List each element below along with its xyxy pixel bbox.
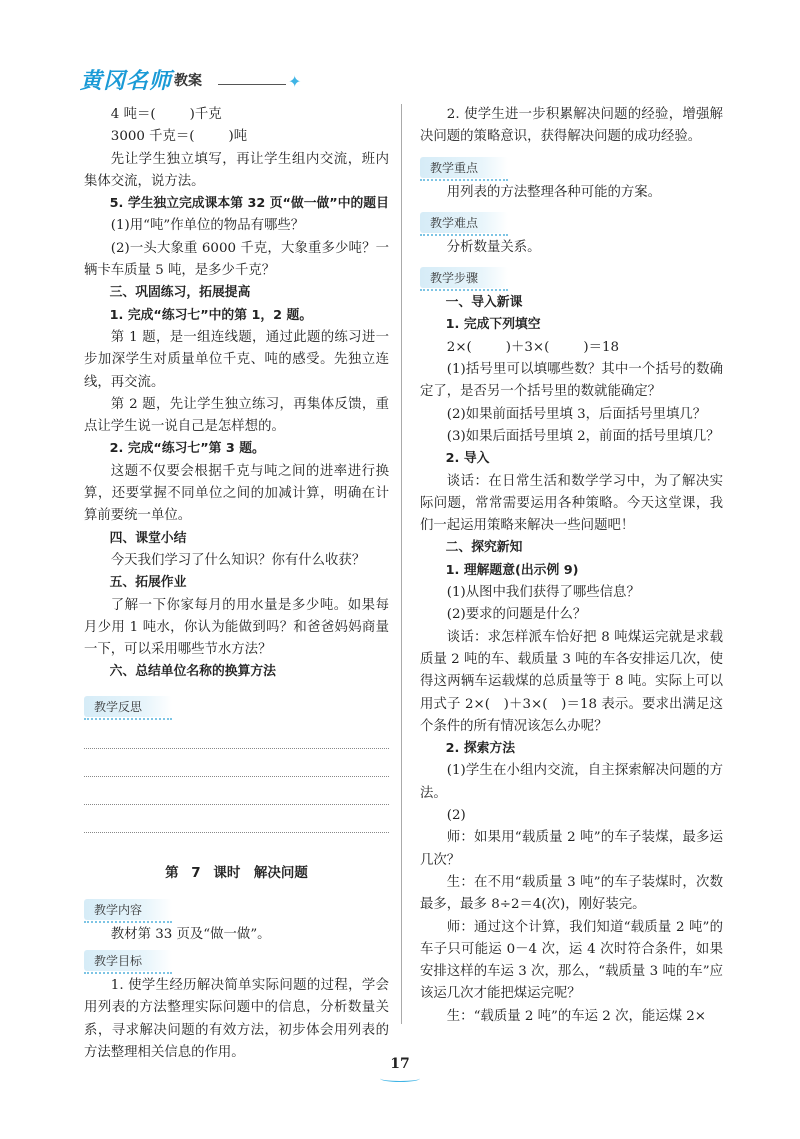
paragraph: 教材第 33 页及“做一做”。 xyxy=(110,926,271,942)
section-heading: 五、拓展作业 xyxy=(109,575,187,591)
brand-logo: 黄冈名师 xyxy=(80,69,173,94)
equation: 2×( )＋3×( )＝18 xyxy=(446,339,620,355)
tag-teaching-steps: 教学步骤 xyxy=(420,267,508,288)
step-heading: 1. 完成“练习七”中的第 1，2 题。 xyxy=(109,307,313,323)
question: (1)从图中我们获得了哪些信息？ xyxy=(446,585,640,601)
paragraph: 谈话：求怎样派车恰好把 8 吨煤运完就是求载质量 2 吨的车、载质量 3 吨的车各安排运几次，使得这两辆车运载煤的总质量等于 8 吨。实际上可以用式子 2×( )＋3×( )＝18 表示。要求出满足这个条件的所有情况该怎么办呢？ xyxy=(420,629,723,734)
sparkle-icon: ✦ xyxy=(288,72,302,91)
step-heading: 2. 导入 xyxy=(445,451,490,467)
question: (2)一头大象重 6000 千克，大象重多少吨？一辆卡车质量 5 吨，是多少千克？ xyxy=(84,240,389,279)
section-heading: 四、课堂小结 xyxy=(109,530,187,546)
tag-teaching-content: 教学内容 xyxy=(84,899,172,920)
question: (2)要求的问题是什么？ xyxy=(446,607,587,623)
section-heading: 六、总结单位名称的换算方法 xyxy=(109,664,276,680)
paragraph: 2. 使学生进一步积累解决问题的经验，增强解决问题的策略意识，获得解决问题的成功经验。 xyxy=(420,107,723,145)
paragraph: 今天我们学习了什么知识？你有什么收获？ xyxy=(110,552,366,568)
dialogue-student: 生：“载质量 2 吨”的车运 2 次，能运煤 2× xyxy=(446,1008,707,1024)
reflection-line xyxy=(84,777,389,805)
paragraph: 谈话：在日常生活和数学学习中，为了解决实际问题，常常需要运用各种策略。今天这堂课，我们一起运用策略来解决一些问题吧！ xyxy=(420,473,723,534)
question: (1)括号里可以填哪些数？其中一个括号的数确定了，是否另一个括号里的数就能确定？ xyxy=(420,362,723,400)
question: (1)用“吨”作单位的物品有哪些？ xyxy=(110,218,305,234)
paragraph: 了解一下你家每月的用水量是多少吨。如果每月少用 1 吨水，你认为能做到吗？和爸爸妈妈商量一下，可以采用哪些节水方法？ xyxy=(84,597,389,658)
page-header xyxy=(80,62,340,96)
dialogue-teacher: 师：通过这个计算，我们知道“载质量 2 吨”的车子只可能运 0－4 次，运 4 次时符合条件，如果安排这样的车运 3 次，那么，“载质量 3 吨的车”应该运几次才能把煤运完呢？ xyxy=(420,919,723,1002)
paragraph: 分析数量关系。 xyxy=(446,239,541,255)
paragraph: 先让学生独立填写，再让学生组内交流，班内集体交流，说方法。 xyxy=(84,151,389,189)
lesson-title: 第 7 课时 解决问题 xyxy=(165,864,308,881)
left-column xyxy=(84,104,389,1064)
paragraph: 1. 使学生经历解决简单实际问题的过程，学会用列表的方法整理实际问题中的信息，分析数量关系，寻求解决问题的有效方法，初步体会用列表的方法整理相关信息的作用。 xyxy=(84,978,389,1060)
reflection-line xyxy=(84,721,389,749)
question: (3)如果后面括号里填 2，前面的括号里填几？ xyxy=(446,428,720,444)
header-rule xyxy=(218,84,286,85)
step-heading: 1. 理解题意(出示例 9) xyxy=(445,562,579,578)
tag-teaching-reflection: 教学反思 xyxy=(84,696,172,717)
reflection-line xyxy=(84,805,389,833)
column-divider xyxy=(401,104,402,1024)
section-heading: 二、探究新知 xyxy=(445,540,523,556)
step-heading: 1. 完成下列填空 xyxy=(445,317,541,333)
step-heading: 5. 学生独立完成课本第 32 页“做一做”中的题目 xyxy=(109,196,389,212)
tag-difficulties: 教学难点 xyxy=(420,212,508,233)
exercise-line: 3000 千克＝( )吨 xyxy=(110,129,248,145)
paragraph: 第 2 题，先让学生独立练习，再集体反馈，重点让学生说一说自己是怎样想的。 xyxy=(84,396,389,435)
step-heading: 2. 完成“练习七”第 3 题。 xyxy=(109,441,265,457)
question: (2)如果前面括号里填 3，后面括号里填几？ xyxy=(446,406,707,422)
section-heading: 一、导入新课 xyxy=(445,295,523,311)
dialogue-student: 生：在不用“载质量 3 吨”的车子装煤时，次数最多，最多 8÷2＝4(次)，刚好装完。 xyxy=(420,874,723,913)
paragraph: (2) xyxy=(446,808,466,824)
paragraph: (1)学生在小组内交流，自主探索解决问题的方法。 xyxy=(420,763,723,801)
reflection-line xyxy=(84,749,389,777)
tag-teaching-goals: 教学目标 xyxy=(84,950,172,971)
paragraph: 这题不仅要会根据千克与吨之间的进率进行换算，还要掌握不同单位之间的加减计算，明确在计算前要统一单位。 xyxy=(84,463,389,524)
exercise-line: 4 吨＝( )千克 xyxy=(110,107,222,122)
header-subtitle: 教案 xyxy=(174,73,202,89)
section-heading: 三、巩固练习，拓展提高 xyxy=(109,285,251,301)
page-number-ornament xyxy=(380,1075,420,1082)
page-number: 17 xyxy=(390,1056,410,1072)
step-heading: 2. 探索方法 xyxy=(445,741,516,757)
tag-key-points: 教学重点 xyxy=(420,157,508,178)
dialogue-teacher: 师：如果用“载质量 2 吨”的车子装煤，最多运几次？ xyxy=(420,830,723,868)
paragraph: 用列表的方法整理各种可能的方案。 xyxy=(446,184,662,200)
paragraph: 第 1 题，是一组连线题，通过此题的练习进一步加深学生对质量单位千克、吨的感受。先独立连线，再交流。 xyxy=(84,329,389,390)
right-column xyxy=(420,104,723,1028)
